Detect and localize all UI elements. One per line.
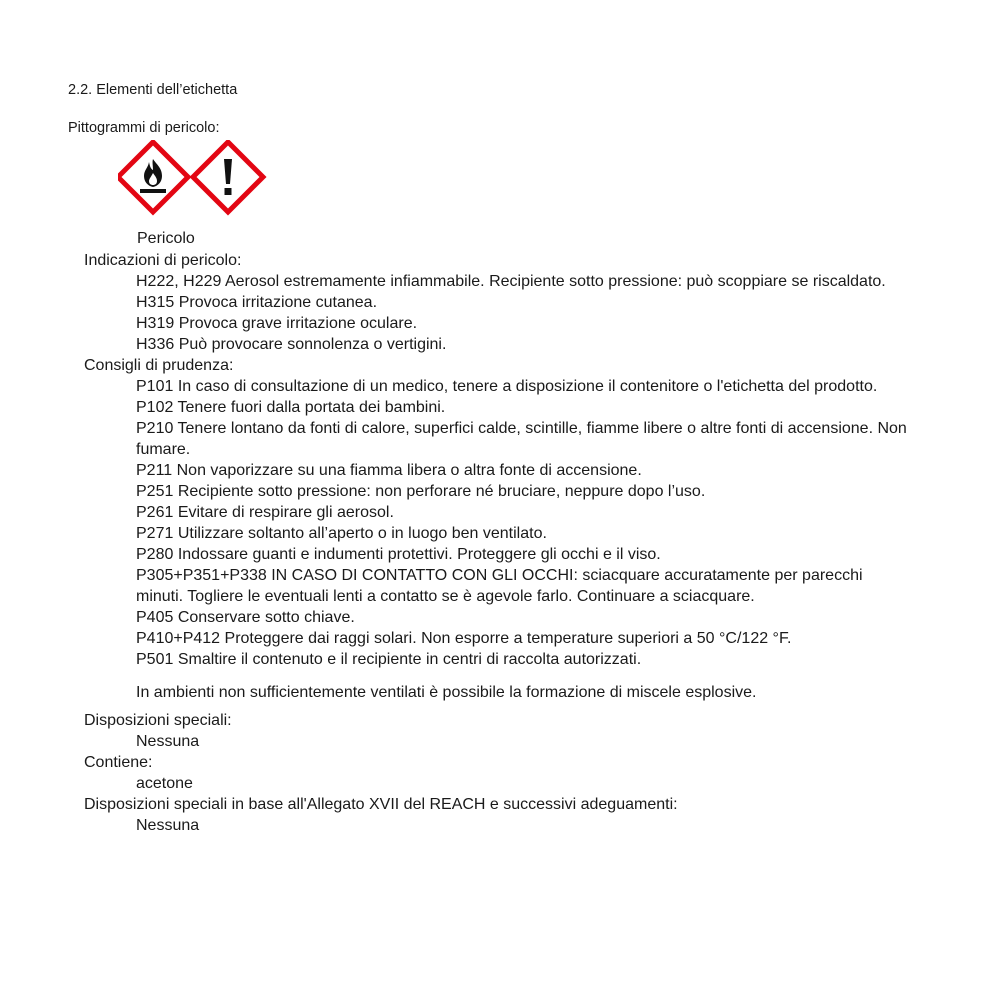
special-provisions-value: Nessuna — [136, 733, 200, 750]
contains-value: acetone — [136, 775, 193, 792]
signal-word: Pericolo — [137, 230, 195, 247]
precautionary-statement: P101 In caso di consultazione di un medico, tenere a disposizione il contenitore o l'etichetta del prodotto. — [136, 378, 878, 395]
flame-icon — [118, 142, 188, 212]
explosive-mixture-note: In ambienti non sufficientemente ventilati è possibile la formazione di miscele esplosive. — [136, 684, 757, 701]
precautionary-statement: P261 Evitare di respirare gli aerosol. — [136, 504, 394, 521]
precautionary-statement: P410+P412 Proteggere dai raggi solari. Non esporre a temperature superiori a 50 °C/122 °F. — [136, 630, 792, 647]
hazard-statement: H319 Provoca grave irritazione oculare. — [136, 315, 418, 332]
section-title: 2.2. Elementi dell’etichetta — [68, 82, 238, 98]
hazard-statement: H222, H229 Aerosol estremamente infiammabile. Recipiente sotto pressione: può scoppiare se riscaldato. — [136, 273, 886, 290]
pictograms-label: Pittogrammi di pericolo: — [68, 120, 220, 136]
precautionary-statement: P405 Conservare sotto chiave. — [136, 609, 355, 626]
special-provisions-heading: Disposizioni speciali: — [84, 712, 232, 729]
precautionary-statement: P211 Non vaporizzare su una fiamma libera o altra fonte di accensione. — [136, 462, 642, 479]
precautionary-statement: P280 Indossare guanti e indumenti protettivi. Proteggere gli occhi e il viso. — [136, 546, 661, 563]
hazard-statements-heading: Indicazioni di pericolo: — [84, 252, 242, 269]
contains-heading: Contiene: — [84, 754, 153, 771]
hazard-statement: H315 Provoca irritazione cutanea. — [136, 294, 378, 311]
precautionary-statement: P271 Utilizzare soltanto all’aperto o in luogo ben ventilato. — [136, 525, 547, 542]
reach-annex-value: Nessuna — [136, 817, 200, 834]
exclamation-mark-icon — [193, 142, 263, 212]
precautionary-statement: P210 Tenere lontano da fonti di calore, superfici calde, scintille, fiamme libere o altre fonti di accensione. Non fumare. — [136, 420, 907, 458]
precautionary-statement: P102 Tenere fuori dalla portata dei bambini. — [136, 399, 446, 416]
reach-annex-heading: Disposizioni speciali in base all'Allegato XVII del REACH e successivi adeguamenti: — [84, 796, 678, 813]
precautionary-statement: P501 Smaltire il contenuto e il recipiente in centri di raccolta autorizzati. — [136, 651, 642, 668]
precautionary-statement: P251 Recipiente sotto pressione: non perforare né bruciare, neppure dopo l’uso. — [136, 483, 706, 500]
hazard-statement: H336 Può provocare sonnolenza o vertigini. — [136, 336, 447, 353]
pictogram-strip — [118, 140, 268, 216]
precautionary-statement: P305+P351+P338 IN CASO DI CONTATTO CON GLI OCCHI: sciacquare accuratamente per parecchi minuti. Togliere le eventuali lenti a contatto se è agevole farlo. Continuare a sciacquare. — [136, 567, 863, 605]
hazard-pictograms — [118, 140, 268, 216]
label-body — [84, 250, 914, 836]
precautionary-statements-heading: Consigli di prudenza: — [84, 357, 234, 374]
